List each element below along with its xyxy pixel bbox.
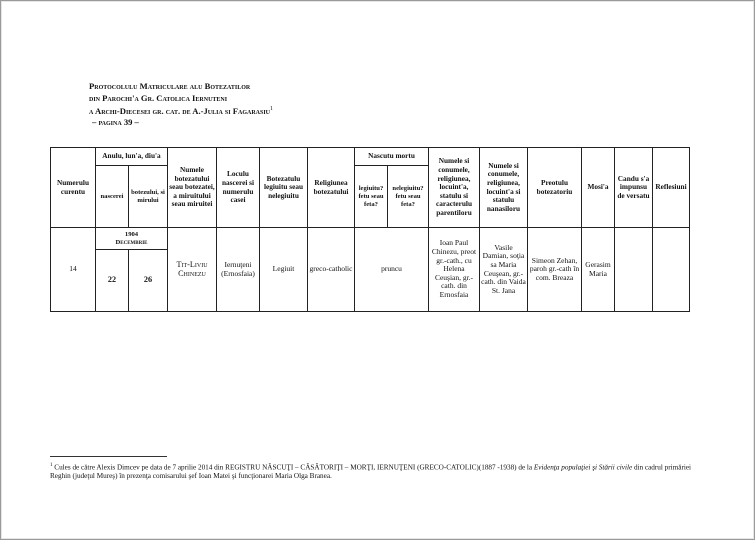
col-nascutu-mortu: Nascutu mortu (355, 148, 429, 166)
cell-reflesiuni (653, 228, 690, 312)
cell-parinti: Ioan Paul Chinezu, preot gr.-cath., cu Helena Ceuşian, gr.-cath. din Ernosfaia (429, 228, 480, 312)
cell-botezului: 26 (129, 250, 168, 312)
page-label: – pagina 39 – (92, 117, 139, 128)
cell-nanasi: Vasile Damian, soţia sa Maria Ceuşean, gr.-cath. din Vaida St. Jana (480, 228, 528, 312)
cell-numele: Tit-Liviu Chinezu (168, 228, 217, 312)
col-religiunea: Religiunea botezatului (308, 148, 355, 228)
col-anulu: Anulu, lun'a, diu'a (96, 148, 168, 166)
header-line-2: din Parochi'a Gr. Catolica Iernuteni (89, 92, 228, 103)
cell-numar: 14 (51, 228, 96, 312)
col-reflesiuni: Reflesiuni (653, 148, 690, 228)
footnote-mark: 1 (50, 463, 53, 468)
register-table (50, 147, 690, 312)
col-candu: Candu s'a impunsu de versatu (615, 148, 653, 228)
header-footnote-mark: 1 (270, 106, 274, 112)
col-numele: Numele botezatului seau botezatei, a miruitului seau miruitei (168, 148, 217, 228)
col-nelegiuitu-fetu: nelegiuitu? fetu seau feta? (388, 166, 429, 228)
footnote-text-a: Cules de către Alexis Dimcev pe data de 7 aprilie 2014 din REGISTRU NĂSCUŢI – CĂSĂTORIŢI – MORŢI, IERNUŢENI (GRECO-CATOLIC)(1887 -1938) de la (52, 463, 534, 472)
document-header (89, 81, 273, 129)
cell-date (96, 228, 168, 250)
table-row (51, 228, 690, 250)
footnote-text-italic: Evidenţa populaţiei şi Stării civile (533, 463, 633, 472)
cell-candu (615, 228, 653, 312)
footnote (50, 461, 710, 481)
cell-month: Decembrie (115, 238, 148, 246)
cell-mosia: Gerasim Maria (582, 228, 615, 312)
col-legiuitu-fetu: legiuitu? fetu seau feta? (355, 166, 388, 228)
col-nanasiloru: Numele si conumele, religiunea, locuint'a si statulu nanasiloru (480, 148, 528, 228)
col-parintilor: Numele si conumele, religiunea, locuint'a, statulu si caracterulu parentiloru (429, 148, 480, 228)
col-botezului: botezului, si mirului (129, 166, 168, 228)
col-loculu: Loculu nascerei si numerulu casei (217, 148, 260, 228)
header-line-1: Protocolulu Matriculare alu Botezatilor (89, 81, 251, 91)
footnote-divider (50, 456, 167, 457)
col-nascerei: nascerei (96, 166, 129, 228)
cell-nascutu-mortu: pruncu (355, 228, 429, 312)
cell-nascerei: 22 (96, 250, 129, 312)
header-line-3-text: a Archi-Diecesei gr. cat. de A.-Julia si Fagarasiu (89, 105, 271, 116)
col-legiuitu: Botezatulu legiuitu seau nelegiuitu (260, 148, 308, 228)
col-mosia: Mosi'a (582, 148, 615, 228)
cell-legiuitu: Legiuit (260, 228, 308, 312)
col-preotulu: Preotulu botezatoriu (528, 148, 582, 228)
cell-preotulu: Simeon Zehan, paroh gr.-cath în com. Breaza (528, 228, 582, 312)
cell-loculu: Iernuţeni (Ernosfaia) (217, 228, 260, 312)
header-line-3 (89, 104, 273, 117)
cell-religiunea: greco-catholic (308, 228, 355, 312)
footnote-text-b: din cadrul primăriei Reghin (judeţul Mureş) în prezenţa comisarului şef Ioan Matei şi funcţionarei Maria Olga Branea. (50, 463, 692, 481)
cell-year: 1904 (124, 230, 139, 238)
col-numerulu: Numerulu curentu (51, 148, 96, 228)
